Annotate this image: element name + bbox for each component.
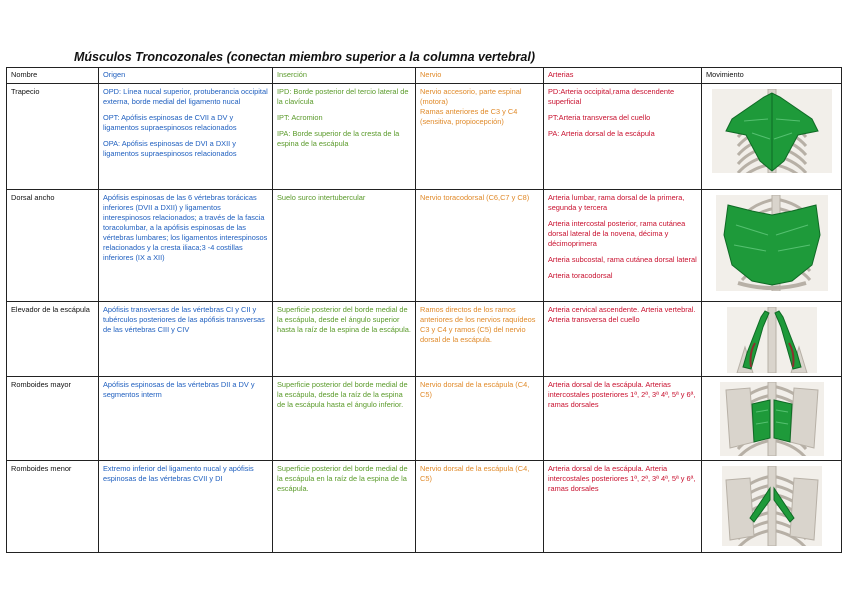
nervio-paragraph: Nervio toracodorsal (C6,C7 y C8) — [420, 193, 530, 202]
arterias-paragraph: Arteria subcostal, rama cutánea dorsal lateral — [548, 255, 697, 264]
cell-nombre: Romboides mayor — [7, 377, 99, 461]
header-nervio: Nervio — [416, 68, 544, 84]
table-row — [7, 377, 842, 461]
insercion-paragraph: Superficie posterior del borde medial de la escápula, desde la raíz de la espina de la escápula hasta el ángulo inferior. — [277, 380, 408, 409]
levator-scapulae-image — [706, 305, 837, 373]
origen-paragraph: Apófisis transversas de las vértebras CI y CII y tubérculos posteriores de las apófisis transversas de las vértebras CIII y CIV — [103, 305, 265, 334]
cell-arterias — [544, 84, 702, 190]
cell-arterias — [544, 190, 702, 302]
page-title: Músculos Troncozonales (conectan miembro superior a la columna vertebral) — [74, 50, 535, 64]
header-origen: Origen — [99, 68, 273, 84]
cell-nombre: Romboides menor — [7, 461, 99, 553]
origen-paragraph: OPA: Apófisis espinosas de DVI a DXII y ligamentos supraespinosos relacionados — [103, 139, 237, 158]
insercion-paragraph: Suelo surco intertubercular — [277, 193, 366, 202]
arterias-paragraph: Arteria toracodorsal — [548, 271, 613, 280]
cell-insercion — [273, 84, 416, 190]
trapezius-image — [706, 87, 837, 173]
insercion-paragraph: Superficie posterior del borde medial de la escápula, desde el ángulo superior hasta la raíz de la espina de la escápula. — [277, 305, 411, 334]
table-row — [7, 84, 842, 190]
cell-insercion — [273, 190, 416, 302]
arterias-paragraph: Arteria cervical ascendente. Arteria vertebral. Arteria transversa del cuello — [548, 305, 696, 324]
origen-paragraph: Extremo inferior del ligamento nucal y apófisis espinosas de las vértebras CVII y DI — [103, 464, 254, 483]
cell-insercion — [273, 302, 416, 377]
latissimus-dorsi-image — [706, 193, 837, 291]
cell-nombre: Dorsal ancho — [7, 190, 99, 302]
cell-nervio — [416, 461, 544, 553]
cell-movimiento — [702, 302, 842, 377]
rhomboid-minor-image — [706, 464, 837, 546]
cell-insercion — [273, 461, 416, 553]
nervio-paragraph: Nervio dorsal de la escápula (C4, C5) — [420, 380, 530, 399]
origen-paragraph: OPT: Apófisis espinosas de CVII a DV y ligamentos supraespinosos relacionados — [103, 113, 237, 132]
table-row — [7, 461, 842, 553]
origen-paragraph: Apófisis espinosas de las 6 vértebras torácicas inferiores (DVII a DXII) y ligamentos interespinosos relacionados; a través de la fascia toracolumbar, a la apófisis espinosas de las vértebras lumbares; los ligamentos interespinosos relacionados y la cresta iliaca;3 -4 costillas inferiores (IX a XII) — [103, 193, 268, 262]
cell-movimiento — [702, 377, 842, 461]
header-nombre: Nombre — [7, 68, 99, 84]
rhomboid-major-image — [706, 380, 837, 456]
cell-nervio — [416, 84, 544, 190]
cell-arterias — [544, 302, 702, 377]
nervio-paragraph: Nervio accesorio, parte espinal (motora) Ramas anteriores de C3 y C4 (sensitiva, propiocepción) — [420, 87, 522, 126]
table-row — [7, 302, 842, 377]
cell-movimiento — [702, 461, 842, 553]
muscles-table — [6, 67, 842, 553]
cell-origen — [99, 302, 273, 377]
cell-arterias — [544, 377, 702, 461]
cell-insercion — [273, 377, 416, 461]
cell-origen — [99, 84, 273, 190]
arterias-paragraph: PD:Arteria occipital,rama descendente superficial — [548, 87, 675, 106]
arterias-paragraph: Arteria intercostal posterior, rama cutánea dorsal lateral de la novena, décima y décimoprimera — [548, 219, 686, 248]
cell-arterias — [544, 461, 702, 553]
cell-origen — [99, 377, 273, 461]
insercion-paragraph: IPD: Borde posterior del tercio lateral de la clavícula — [277, 87, 409, 106]
insercion-paragraph: Superficie posterior del borde medial de la escápula en la raíz de la espina de la escápula. — [277, 464, 408, 493]
cell-nombre: Elevador de la escápula — [7, 302, 99, 377]
arterias-paragraph: PA: Arteria dorsal de la escápula — [548, 129, 655, 138]
cell-nervio — [416, 302, 544, 377]
cell-nervio — [416, 190, 544, 302]
header-movimiento: Movimiento — [702, 68, 842, 84]
cell-movimiento — [702, 84, 842, 190]
nervio-paragraph: Ramos directos de los ramos anteriores de los nervios raquídeos C3 y C4 y ramos (C5) del nervio dorsal de la escápula. — [420, 305, 536, 344]
origen-paragraph: Apófisis espinosas de las vértebras DII a DV y segmentos interm — [103, 380, 255, 399]
arterias-paragraph: PT:Arteria transversa del cuello — [548, 113, 651, 122]
header-arterias: Arterias — [544, 68, 702, 84]
arterias-paragraph: Arteria dorsal de la escápula. Arterias intercostales posteriores 1ª, 2ª, 3ª 4ª, 5ª y 6ª, ramas dorsales — [548, 380, 696, 409]
insercion-paragraph: IPT: Acromion — [277, 113, 323, 122]
insercion-paragraph: IPA: Borde superior de la cresta de la espina de la escápula — [277, 129, 400, 148]
cell-origen — [99, 190, 273, 302]
cell-nervio — [416, 377, 544, 461]
arterias-paragraph: Arteria lumbar, rama dorsal de la primera, segunda y tercera — [548, 193, 685, 212]
header-insercion: Inserción — [273, 68, 416, 84]
nervio-paragraph: Nervio dorsal de la escápula (C4, C5) — [420, 464, 530, 483]
cell-movimiento — [702, 190, 842, 302]
origen-paragraph: OPD: Línea nucal superior, protuberancia occipital externa, borde medial del ligamento nucal — [103, 87, 268, 106]
cell-nombre: Trapecio — [7, 84, 99, 190]
header-row — [7, 68, 842, 84]
table-row — [7, 190, 842, 302]
arterias-paragraph: Arteria dorsal de la escápula. Arteria intercostales posteriores 1ª, 2ª, 3ª 4ª, 5ª y 6ª, ramas dorsales — [548, 464, 696, 493]
cell-origen — [99, 461, 273, 553]
